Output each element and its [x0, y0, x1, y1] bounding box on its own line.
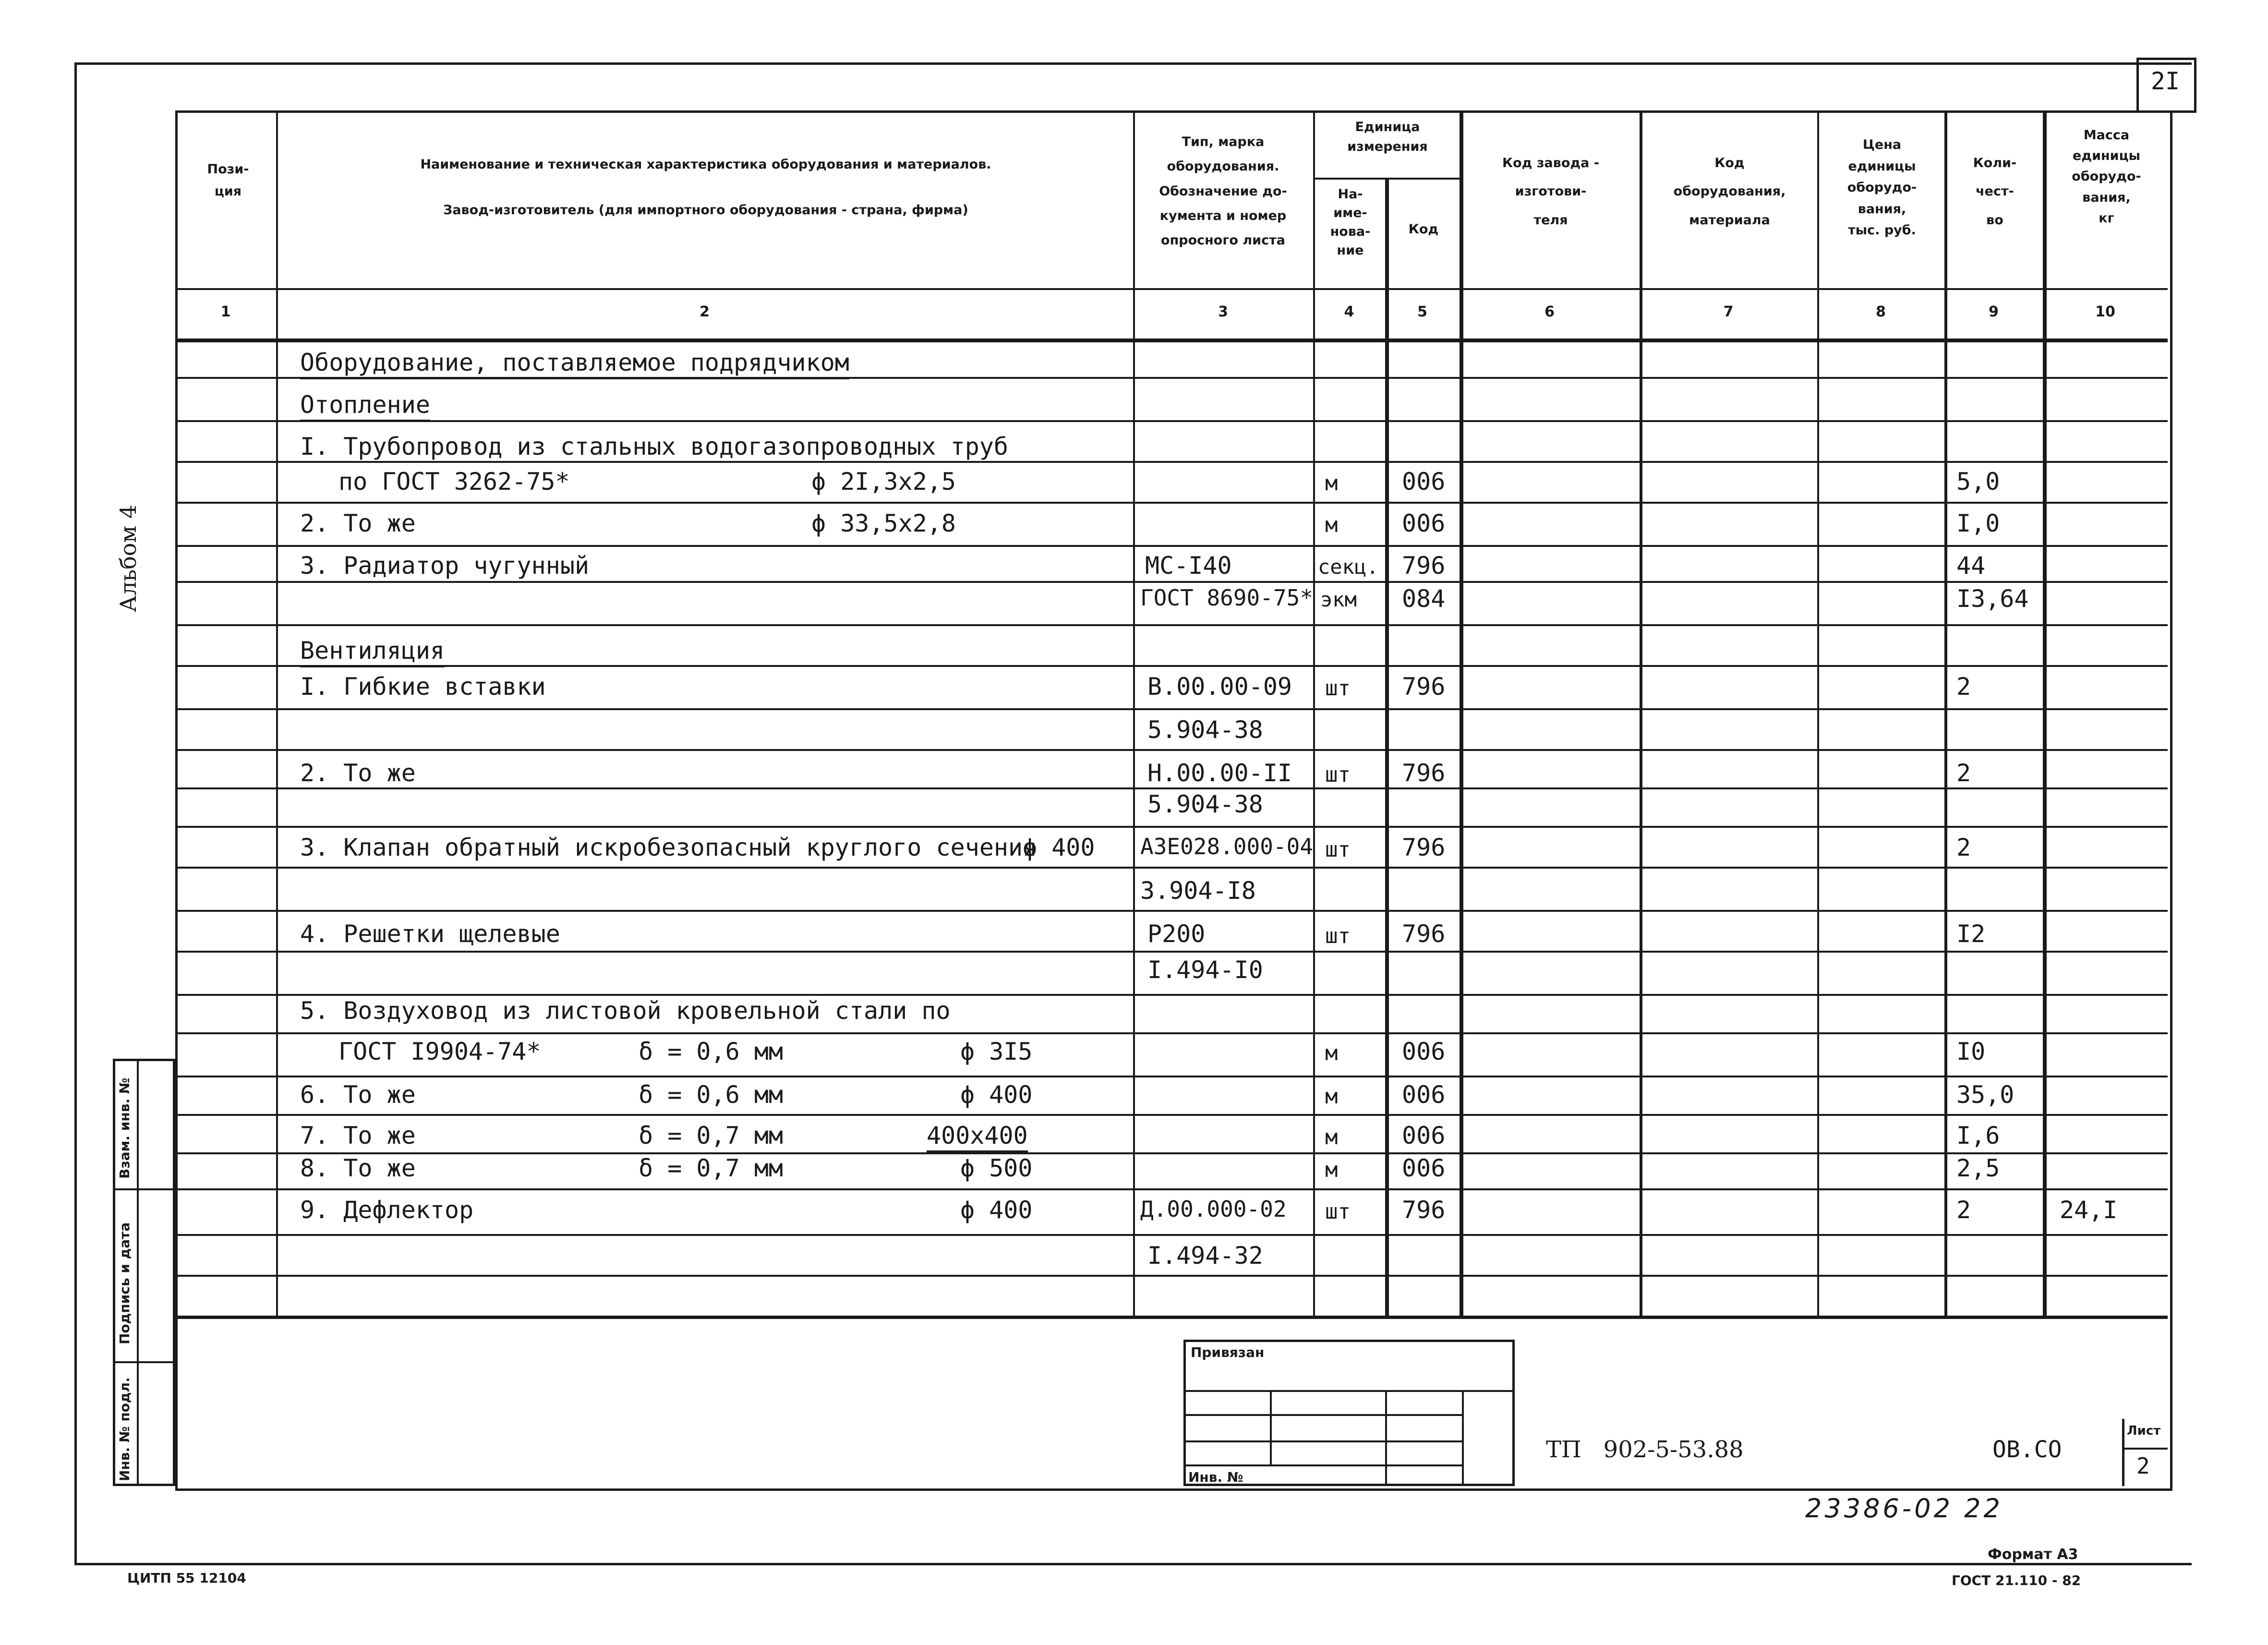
sheet-number: 2I [2150, 67, 2180, 95]
header-quantity: Коли- чест- во [1973, 156, 2017, 228]
section-title-contractor: Оборудование, поставляемое подрядчиком [300, 351, 849, 379]
col-line-7 [1817, 110, 1819, 1318]
row-name: 6. То же [300, 1081, 416, 1109]
row-quantity: 44 [1956, 552, 1986, 580]
side-stamp-line [113, 1361, 175, 1363]
row-unit-code: 006 [1402, 1081, 1446, 1109]
header-units-group: Единица измерения [1347, 120, 1428, 154]
side-stamp-line [113, 1188, 175, 1190]
row-type: МС-I40 [1145, 552, 1232, 580]
row-unit: м [1325, 1125, 1338, 1149]
col-number-6: 6 [1544, 303, 1555, 320]
row-line [175, 1234, 2168, 1236]
row-unit: м [1325, 1158, 1338, 1182]
row-type: I.494-32 [1147, 1242, 1263, 1270]
row-name: 2. То же [300, 759, 416, 787]
header-price: Цена единицы оборудо- вания, тыс. руб. [1847, 137, 1917, 238]
title-block-divider [1462, 1390, 1464, 1486]
row-delta: δ = 0,6 мм [639, 1038, 784, 1065]
row-unit-code: 796 [1402, 673, 1446, 701]
row-line [175, 1114, 2168, 1116]
row-line [175, 708, 2168, 710]
col-number-4: 4 [1344, 303, 1354, 320]
col-line-3 [1313, 110, 1315, 1318]
row-line [175, 502, 2168, 504]
row-unit-code: 796 [1402, 1196, 1446, 1224]
col-line-4 [1385, 178, 1389, 1318]
privyazan-label: Привязан [1191, 1344, 1265, 1360]
col-number-8: 8 [1876, 303, 1886, 320]
header-name-line1: Наименование и техническая характеристика оборудования и материалов. [420, 157, 991, 172]
row-name: 2. То же [300, 509, 416, 537]
row-line [175, 787, 2168, 789]
row-type: АЗЕ028.000-04 [1140, 834, 1314, 859]
row-quantity: I,6 [1956, 1122, 2000, 1149]
row-spec: ϕ 400 [1023, 834, 1095, 861]
outer-frame-bottom [74, 1563, 2192, 1565]
row-quantity: I2 [1956, 920, 1986, 948]
row-line [175, 545, 2168, 547]
row-spec: ϕ 3I5 [960, 1038, 1033, 1065]
row-mass: 24,I [2060, 1196, 2118, 1224]
row-unit: шт [1325, 837, 1351, 862]
row-quantity: 2 [1956, 1196, 1971, 1224]
row-unit-code: 796 [1402, 759, 1446, 787]
row-unit-code: 796 [1402, 834, 1446, 861]
row-type: 5.904-38 [1147, 716, 1263, 744]
list-label: Лист [2127, 1424, 2161, 1438]
row-spec: ϕ 500 [960, 1154, 1033, 1182]
row-line [175, 624, 2168, 626]
handwritten-number: 23386-02 22 [1805, 1493, 2003, 1524]
row-line [175, 461, 2168, 463]
row-type: Д.00.000-02 [1140, 1196, 1287, 1222]
col-number-5: 5 [1417, 303, 1427, 320]
title-block-divider [1270, 1390, 1272, 1464]
row-quantity: 35,0 [1956, 1081, 2015, 1109]
list-number: 2 [2136, 1453, 2150, 1479]
row-line [175, 1076, 2168, 1077]
row-line [175, 910, 2168, 912]
row-unit-code: 006 [1402, 1038, 1446, 1065]
col-line-9 [2043, 110, 2047, 1318]
row-name: ГОСТ I9904-74* [338, 1038, 541, 1065]
row-line [175, 1275, 2168, 1277]
row-name: 7. То же [300, 1122, 416, 1149]
row-name: 5. Воздуховод из листовой кровельной стали по [300, 997, 951, 1025]
section-title-heating: Отопление [300, 393, 430, 422]
row-name: I. Гибкие вставки [300, 673, 546, 701]
row-unit-code: 796 [1402, 920, 1446, 948]
col-line-8 [1944, 110, 1947, 1318]
list-box-line [2122, 1448, 2168, 1450]
row-quantity: 2 [1956, 673, 1971, 701]
row-name: 9. Дефлектор [300, 1196, 474, 1224]
row-unit: шт [1325, 1199, 1351, 1224]
album-label: Альбом 4 [115, 504, 141, 612]
header-equipment-code: Код оборудования, материала [1673, 156, 1786, 228]
col-number-9: 9 [1989, 303, 1999, 320]
col-number-3: 3 [1218, 303, 1228, 320]
row-unit: секц. [1318, 555, 1379, 579]
inv-no-label: Инв. № [1188, 1469, 1243, 1485]
table-body-bottom [175, 1316, 2168, 1319]
row-name: 3. Клапан обратный искробезопасный круглого сечения [300, 834, 1037, 861]
row-unit: шт [1325, 762, 1351, 787]
row-type: Н.00.00-II [1147, 759, 1292, 787]
row-spec: 400x400 [927, 1124, 1028, 1152]
row-unit-code: 796 [1402, 552, 1446, 580]
row-unit-code: 006 [1402, 468, 1446, 496]
header-bottom-line [175, 288, 2168, 290]
row-line [175, 749, 2168, 751]
col-line-2 [1133, 110, 1135, 1318]
row-type: Р200 [1147, 920, 1206, 948]
col-number-7: 7 [1723, 303, 1734, 320]
col-number-2: 2 [700, 303, 710, 320]
row-unit-code: 006 [1402, 1154, 1446, 1182]
outer-frame-left [74, 62, 77, 1563]
header-factory-code: Код завода - изготови- теля [1502, 156, 1599, 228]
title-block-divider [1385, 1390, 1387, 1486]
row-type: I.494-I0 [1147, 956, 1263, 984]
footer-left: ЦИТП 55 12104 [127, 1570, 246, 1586]
header-unit-name: На- име- нова- ние [1330, 187, 1371, 258]
row-quantity: I,0 [1956, 509, 2000, 537]
title-block-line [1183, 1414, 1462, 1416]
row-quantity: I0 [1956, 1038, 1986, 1065]
side-stamp-inv-podl: Инв. № подл. [117, 1377, 133, 1481]
row-line [175, 867, 2168, 869]
row-delta: δ = 0,7 мм [639, 1154, 784, 1182]
section-title-ventilation: Вентиляция [300, 639, 445, 667]
column-numbers-line [175, 339, 2168, 342]
doc-mark: ОВ.СО [1992, 1436, 2062, 1463]
col-line-6 [1640, 110, 1642, 1318]
format-label: Формат А3 [1988, 1546, 2078, 1563]
header-mass: Масса единицы оборудо- вания, кг [2072, 128, 2141, 226]
row-unit-code: 006 [1402, 1122, 1446, 1149]
row-line [175, 1032, 2168, 1034]
row-spec: ϕ 400 [960, 1081, 1033, 1109]
header-position: Пози- ция [207, 162, 249, 199]
row-line [175, 1188, 2168, 1190]
row-line [175, 420, 2168, 422]
row-line [175, 826, 2168, 828]
gost-label: ГОСТ 21.110 - 82 [1952, 1572, 2081, 1588]
row-quantity: 2 [1956, 834, 1971, 861]
row-quantity: 5,0 [1956, 468, 2000, 496]
title-block-line [1183, 1390, 1515, 1392]
row-spec: ϕ 400 [960, 1196, 1033, 1224]
col-number-10: 10 [2095, 303, 2115, 320]
title-block-line [1183, 1464, 1462, 1466]
row-type: В.00.00-09 [1147, 673, 1292, 701]
row-type: 3.904-I8 [1140, 877, 1256, 905]
row-line [175, 951, 2168, 953]
row-unit-code: 084 [1402, 585, 1446, 613]
row-quantity: 2,5 [1956, 1154, 2000, 1182]
title-block-line [1183, 1440, 1462, 1442]
row-line [175, 994, 2168, 996]
row-quantity: I3,64 [1956, 585, 2029, 613]
row-unit: шт [1325, 924, 1351, 948]
row-spec: ϕ 33,5x2,8 [811, 509, 956, 537]
row-delta: δ = 0,7 мм [639, 1122, 784, 1149]
col-line-5 [1460, 110, 1463, 1318]
col-number-1: 1 [220, 303, 231, 320]
row-unit: м [1325, 1084, 1338, 1109]
row-spec: ϕ 2I,3x2,5 [811, 468, 956, 496]
row-delta: δ = 0,6 мм [639, 1081, 784, 1109]
row-line [175, 1152, 2168, 1154]
row-type: 5.904-38 [1147, 790, 1263, 818]
header-type: Тип, марка оборудования. Обозначение до- кумента и номер опросного листа [1159, 134, 1287, 248]
row-name: 3. Радиатор чугунный [300, 552, 590, 580]
side-stamp-podpis: Подпись и дата [117, 1222, 133, 1344]
header-unit-code: Код [1408, 222, 1439, 237]
row-name: 4. Решетки щелевые [300, 920, 560, 948]
side-stamp-divider [137, 1059, 139, 1486]
outer-frame-top [74, 62, 2192, 65]
row-name: I. Трубопровод из стальных водогазопроводных труб [300, 433, 1009, 460]
row-unit: шт [1325, 676, 1351, 701]
side-stamp-vzam: Взам. инв. № [117, 1077, 133, 1179]
header-name-line2: Завод-изготовитель (для импортного оборудования - страна, фирма) [443, 203, 968, 218]
doc-code: ТП 902-5-53.88 [1546, 1436, 1744, 1463]
row-type: ГОСТ 8690-75* [1140, 585, 1314, 611]
row-unit: м [1325, 513, 1338, 537]
col-line-1 [276, 110, 278, 1318]
row-unit: м [1325, 471, 1338, 496]
row-quantity: 2 [1956, 759, 1971, 787]
row-unit: м [1325, 1041, 1338, 1065]
row-line [175, 665, 2168, 667]
row-line [175, 581, 2168, 583]
row-unit: экм [1320, 588, 1357, 611]
row-name: 8. То же [300, 1154, 416, 1182]
row-unit-code: 006 [1402, 509, 1446, 537]
row-name: по ГОСТ 3262-75* [338, 468, 570, 496]
